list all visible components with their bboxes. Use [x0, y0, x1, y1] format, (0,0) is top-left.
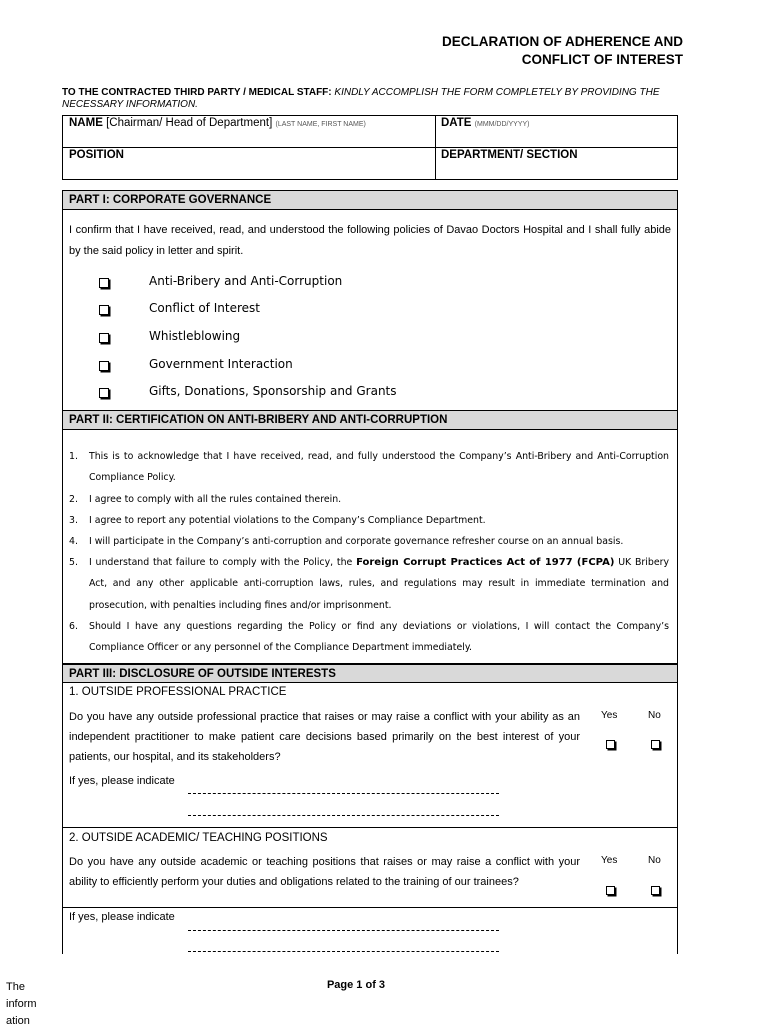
- checkbox-icon[interactable]: [99, 305, 109, 315]
- certification-item: [69, 446, 669, 489]
- item-number: 4.: [69, 536, 78, 547]
- item-text-pre: I understand that failure to comply with the Policy, the: [89, 557, 357, 568]
- answer-line[interactable]: [188, 793, 499, 794]
- item-text: Should I have any questions regarding the Policy or find any deviations or violations, I will contact the Company’s Compliance Officer or any personnel of the Compliance Department immediately.: [89, 621, 669, 654]
- answer-line[interactable]: [188, 951, 499, 952]
- item-text: [89, 552, 669, 616]
- checkbox-icon[interactable]: [99, 333, 109, 343]
- item-number: 5.: [69, 557, 78, 568]
- name-label: NAME: [69, 117, 103, 129]
- certification-list: [69, 446, 669, 659]
- department-label: DEPARTMENT/ SECTION: [441, 149, 578, 161]
- certification-item: [69, 510, 669, 531]
- part2-header: PART II: CERTIFICATION ON ANTI-BRIBERY AND ANTI-CORRUPTION: [63, 411, 677, 430]
- checkbox-icon[interactable]: [99, 388, 109, 398]
- side-note: [6, 979, 46, 1030]
- yes-label: Yes: [601, 855, 618, 866]
- fcpa-reference: Foreign Corrupt Practices Act of 1977 (FCPA): [356, 557, 615, 568]
- certification-item: [69, 616, 669, 659]
- item-text: I will participate in the Company’s anti-corruption and corporate governance refresher course on an annual basis.: [89, 536, 624, 547]
- instructions-text: KINDLY ACCOMPLISH THE FORM COMPLETELY BY PROVIDING THE NECESSARY INFORMATION.: [62, 87, 660, 110]
- page-number: Page 1 of 3: [326, 979, 386, 991]
- certification-item: [69, 489, 669, 510]
- item-text-post: UK Bribery Act, and any other applicable anti-corruption laws, rules, and regulations may result in immediate termination and prosecution, with penalties including fines and/or imprisonment.: [89, 557, 669, 611]
- part3-header: PART III: DISCLOSURE OF OUTSIDE INTERESTS: [63, 664, 677, 683]
- answer-line[interactable]: [188, 815, 499, 816]
- date-field[interactable]: [441, 117, 530, 129]
- item-number: 3.: [69, 515, 78, 526]
- item-number: 1.: [69, 451, 78, 462]
- if-yes-label: If yes, please indicate: [69, 911, 175, 923]
- side-note-line: ation: [6, 1015, 30, 1027]
- department-field[interactable]: [441, 149, 578, 161]
- no-checkbox[interactable]: [651, 740, 660, 749]
- date-label: DATE: [441, 117, 472, 129]
- section-title: 1. OUTSIDE PROFESSIONAL PRACTICE: [69, 686, 287, 698]
- side-note-line: inform: [6, 998, 37, 1010]
- instructions-recipient: TO THE CONTRACTED THIRD PARTY / MEDICAL STAFF:: [62, 87, 332, 98]
- policy-label: Whistleblowing: [149, 329, 241, 343]
- yes-label: Yes: [601, 710, 618, 721]
- no-label: No: [648, 855, 661, 866]
- item-number: 6.: [69, 621, 78, 632]
- section-question: Do you have any outside academic or teaching positions that raises or may raise a conflict with your ability to efficiently perform your duties and obligations related to the training of our trainees?: [69, 856, 580, 888]
- certification-item: [69, 552, 669, 616]
- no-label: No: [648, 710, 661, 721]
- part3-section: [62, 664, 678, 954]
- checkbox-icon[interactable]: [99, 361, 109, 371]
- info-table: [62, 115, 678, 180]
- part1-section: [62, 190, 678, 411]
- part1-statement: I confirm that I have received, read, and understood the following policies of Davao Doctors Hospital and I shall fully abide by the said policy in letter and spirit.: [69, 224, 671, 257]
- no-checkbox[interactable]: [651, 886, 660, 895]
- name-hint: (LAST NAME, FIRST NAME): [275, 121, 366, 128]
- position-field[interactable]: [69, 149, 124, 161]
- policy-label: Government Interaction: [149, 357, 293, 371]
- if-yes-label: If yes, please indicate: [69, 775, 175, 787]
- section-title: 2. OUTSIDE ACADEMIC/ TEACHING POSITIONS: [69, 832, 328, 844]
- side-note-line: The: [6, 981, 25, 993]
- answer-line[interactable]: [188, 930, 499, 931]
- title-line-1: DECLARATION OF ADHERENCE AND: [442, 34, 683, 49]
- yes-checkbox[interactable]: [606, 740, 615, 749]
- form-instructions: [62, 87, 682, 110]
- item-text: I agree to report any potential violations to the Company’s Compliance Department.: [89, 515, 486, 526]
- name-field[interactable]: [69, 117, 366, 129]
- document-title: [442, 33, 683, 69]
- item-text: This is to acknowledge that I have received, read, and fully understood the Company’s Anti-Bribery and Anti-Corruption Compliance Policy.: [89, 451, 669, 484]
- name-role: [Chairman/ Head of Department]: [106, 117, 273, 129]
- date-hint: (MMM/DD/YYYY): [474, 121, 530, 128]
- checkbox-icon[interactable]: [99, 278, 109, 288]
- part1-header: PART I: CORPORATE GOVERNANCE: [63, 191, 677, 210]
- title-line-2: CONFLICT OF INTEREST: [521, 52, 683, 67]
- policy-label: Anti-Bribery and Anti-Corruption: [149, 274, 343, 288]
- policy-label: Conflict of Interest: [149, 301, 260, 315]
- certification-item: [69, 531, 669, 552]
- item-text: I agree to comply with all the rules contained therein.: [89, 494, 342, 505]
- part2-section: [62, 411, 678, 664]
- section-question: Do you have any outside professional practice that raises or may raise a conflict with your ability as an independent practitioner to make patient care decisions based primarily on the best interest of your patients, our hospital, and its stakeholders?: [69, 711, 580, 763]
- yes-checkbox[interactable]: [606, 886, 615, 895]
- policy-label: Gifts, Donations, Sponsorship and Grants: [149, 384, 397, 398]
- item-number: 2.: [69, 494, 78, 505]
- position-label: POSITION: [69, 149, 124, 161]
